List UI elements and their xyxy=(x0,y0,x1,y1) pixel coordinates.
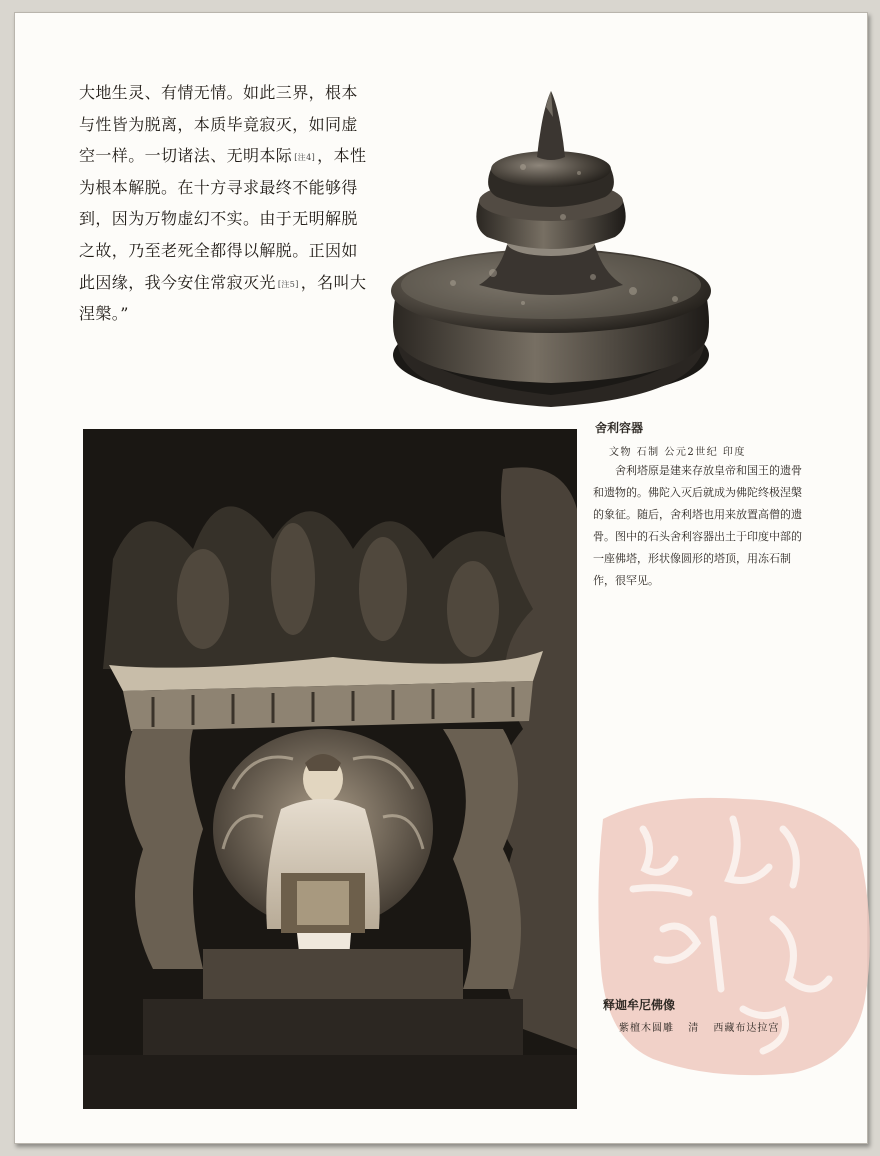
reliquary-caption-meta: 文物 石制 公元2世纪 印度 xyxy=(609,447,746,458)
reliquary-photo xyxy=(383,77,719,413)
body-text xyxy=(79,77,369,330)
body-text-part3: ，名叫大涅槃。” xyxy=(79,272,367,324)
footnote-ref-5[interactable]: [注5] xyxy=(277,279,299,289)
body-text-part1: 大地生灵、有情无情。如此三界，根本与性皆为脱离，本质毕竟寂灭，如同虚空一样。一切诸法、无明本际 xyxy=(79,83,358,166)
seal-rubbing-decoration xyxy=(593,789,873,1079)
buddha-statue-photo xyxy=(83,429,577,1109)
footnote-ref-4[interactable]: [注4] xyxy=(294,153,316,163)
buddha-caption-location: 西藏布达拉宫 xyxy=(713,1023,780,1034)
buddha-caption-period: 清 xyxy=(688,1023,700,1034)
page xyxy=(14,12,868,1144)
buddha-caption-material: 紫檀木圆雕 xyxy=(619,1023,674,1034)
body-text-part2: ，本性为根本解脱。在十方寻求最终不能够得到，因为万物虚幻不实。由于无明解脱之故，乃至老死全都得以解脱。正因如此因缘，我今安住常寂灭光 xyxy=(79,146,367,292)
reliquary-caption-body: 舍利塔原是建来存放皇帝和国王的遗骨和遗物的。佛陀入灭后就成为佛陀终极涅槃的象征。随后，舍利塔也用来放置高僧的遗骨。图中的石头舍利容器出土于印度中部的一座佛塔，形状像圆形的塔顶，用冻石制作，很罕见。 xyxy=(593,464,802,587)
buddha-caption-meta xyxy=(619,1019,789,1034)
reliquary-caption-title: 舍利容器 xyxy=(595,421,644,435)
buddha-caption-title: 释迦牟尼佛像 xyxy=(603,998,676,1012)
